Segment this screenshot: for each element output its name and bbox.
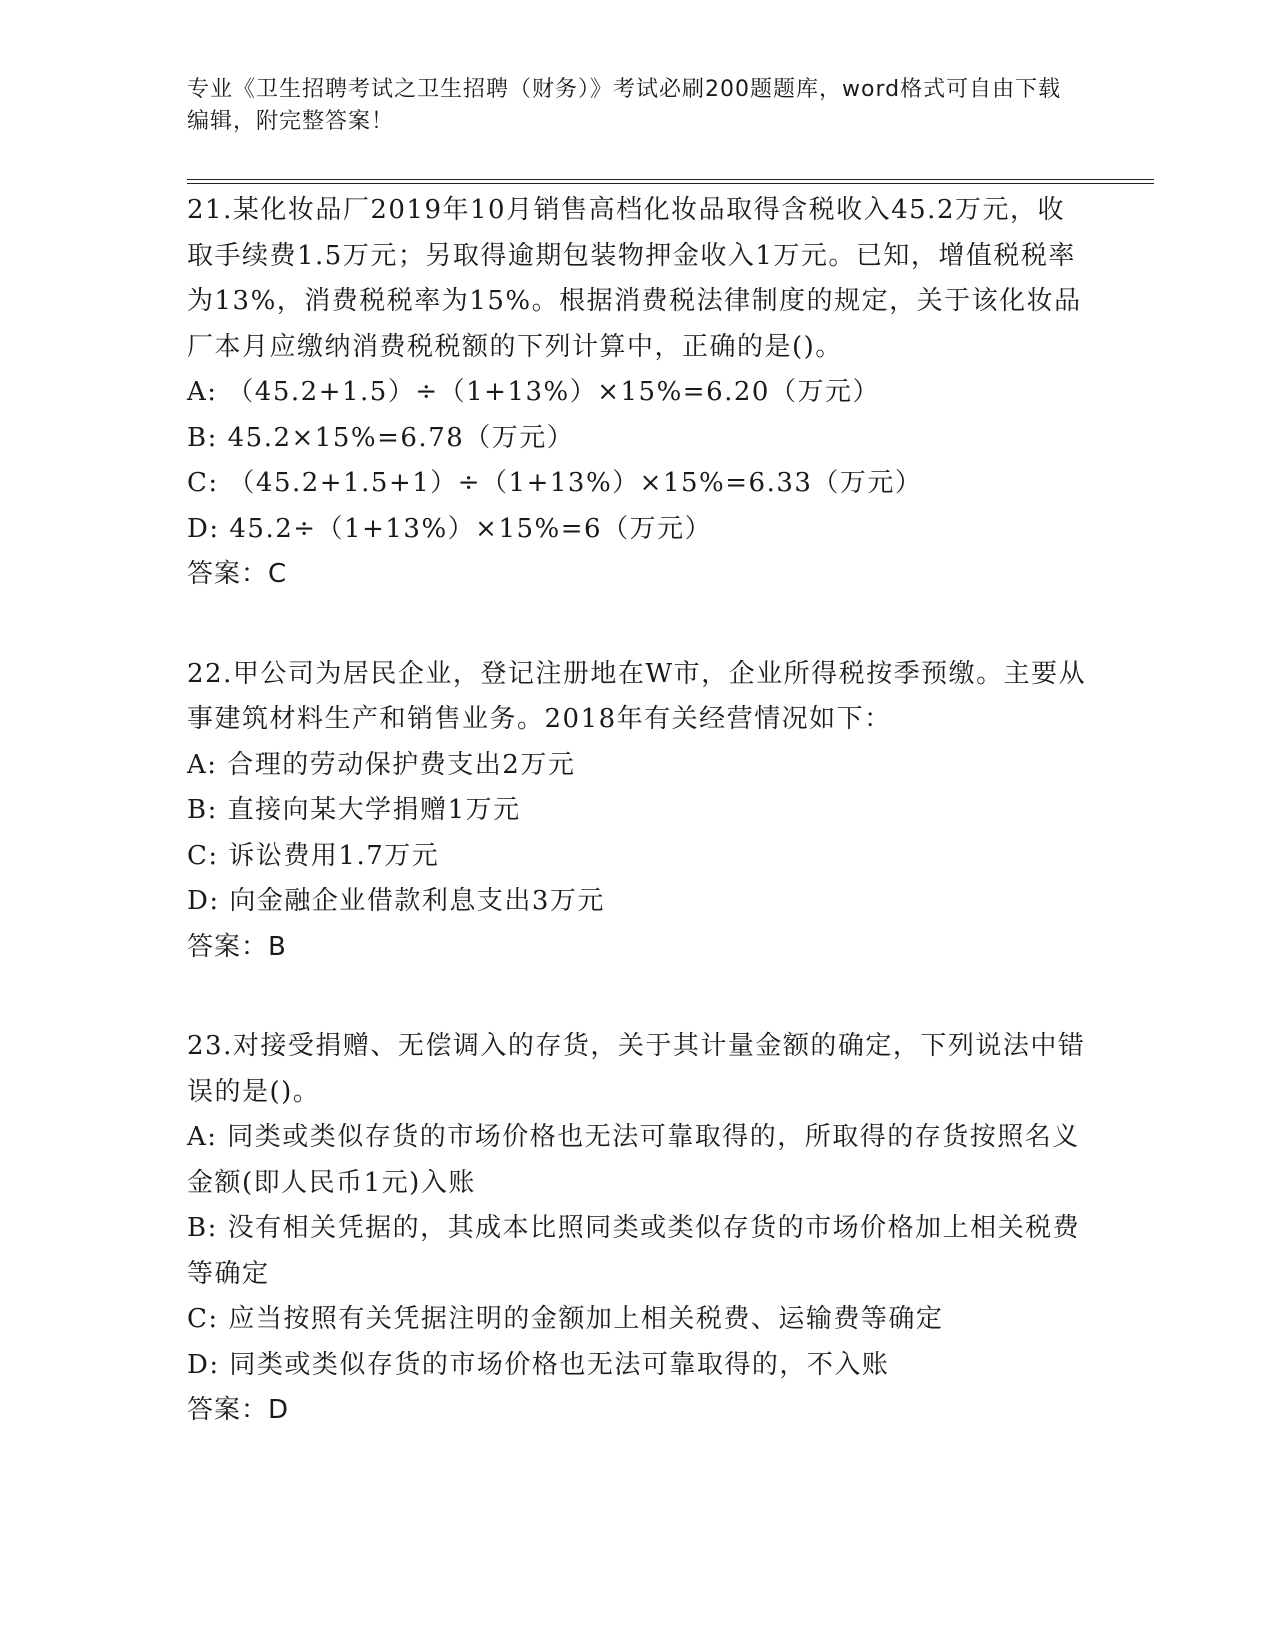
option-d: D: 45.2÷（1+13%）×15%=6（万元） [187, 513, 713, 544]
option-d: D: 向金融企业借款利息支出3万元 [187, 886, 605, 916]
question-text: 21.某化妆品厂2019年10月销售高档化妆品取得含税收入45.2万元，收取手续费1.5万元；另取得逾期包装物押金收入1万元。已知，增值税税率为13%，消费税税率为15%。根据消费税法律制度的规定，关于该化妆品厂本月应缴纳消费税税额的下列计算中，正确的是()。 [187, 195, 1082, 362]
question-text: 22.甲公司为居民企业，登记注册地在W市，企业所得税按季预缴。主要从事建筑材料生产和销售业务。2018年有关经营情况如下： [187, 658, 1087, 734]
option-c: C: 诉讼费用1.7万元 [187, 840, 440, 871]
option-c: C: （45.2+1.5+1）÷（1+13%）×15%=6.33（万元） [187, 468, 923, 498]
question-22 [187, 652, 1087, 971]
option-b: B: 没有相关凭据的，其成本比照同类或类似存货的市场价格加上相关税费等确定 [187, 1213, 1081, 1289]
option-b: B: 45.2×15%=6.78（万元） [187, 422, 575, 453]
answer: 答案：B [187, 931, 287, 962]
answer: 答案：C [187, 559, 288, 589]
question-text: 23.对接受捐赠、无偿调入的存货，关于其计量金额的确定，下列说法中错误的是()。 [187, 1031, 1086, 1107]
option-c: C: 应当按照有关凭据注明的金额加上相关税费、运输费等确定 [187, 1304, 944, 1334]
answer: 答案：D [187, 1395, 290, 1425]
option-a: A: 同类或类似存货的市场价格也无法可靠取得的，所取得的存货按照名义金额(即人民币1元)入账 [187, 1122, 1080, 1198]
option-a: A: （45.2+1.5）÷（1+13%）×15%=6.20（万元） [187, 377, 880, 407]
header-rule-top [187, 179, 1154, 180]
option-d: D: 同类或类似存货的市场价格也无法可靠取得的，不入账 [187, 1349, 890, 1380]
header-rule-bottom [187, 183, 1154, 184]
document-header: 专业《卫生招聘考试之卫生招聘（财务）》考试必刷200题题库，word格式可自由下载编辑，附完整答案！ [187, 77, 1062, 134]
question-23 [187, 1024, 1087, 1434]
question-list [187, 188, 1087, 1488]
option-a: A: 合理的劳动保护费支出2万元 [187, 749, 576, 780]
option-b: B: 直接向某大学捐赠1万元 [187, 795, 521, 825]
question-21 [187, 188, 1087, 598]
